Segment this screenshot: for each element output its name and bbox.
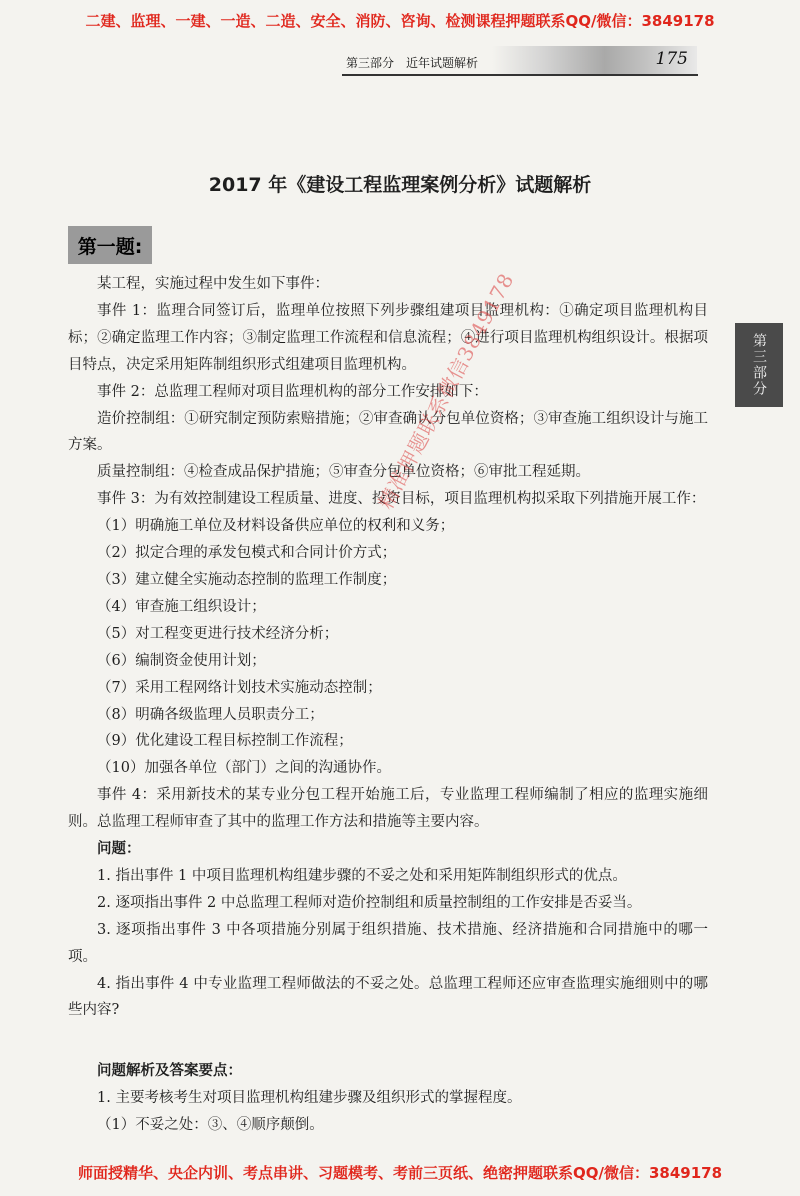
list-item: （1）明确施工单位及材料设备供应单位的权利和义务； xyxy=(97,518,455,535)
body-text xyxy=(68,271,708,1139)
watermark-stamp: 精准押题联系微信3849178 xyxy=(373,268,519,514)
page-number: 175 xyxy=(655,49,688,69)
list-item: （10）加强各单位（部门）之间的沟通协作。 xyxy=(97,760,391,777)
questions-heading: 问题： xyxy=(97,840,141,858)
list-item: （3）建立健全实施动态控制的监理工作制度； xyxy=(97,571,397,588)
question-item: 1. 指出事件 1 中项目监理机构组建步骤的不妥之处和采用矩阵制组织形式的优点。 xyxy=(97,867,627,884)
paragraph: 事件 3：为有效控制建设工程质量、进度、投资目标，项目监理机构拟采取下列措施开展工作： xyxy=(97,491,706,508)
question-item: 4. 指出事件 4 中专业监理工程师做法的不妥之处。总监理工程师还应审查监理实施细则中的哪些内容? xyxy=(68,975,708,1019)
paragraph: 质量控制组：④检查成品保护措施；⑤审查分包单位资格；⑥审批工程延期。 xyxy=(97,464,590,481)
running-title: 第三部分 近年试题解析 xyxy=(346,56,479,70)
paragraph: 事件 2：总监理工程师对项目监理机构的部分工作安排如下： xyxy=(97,383,488,400)
list-item: （9）优化建设工程目标控制工作流程； xyxy=(97,733,353,750)
list-item: （6）编制资金使用计划； xyxy=(97,652,266,669)
answer-item: （1）不妥之处：③、④顺序颠倒。 xyxy=(97,1117,324,1134)
bottom-promo-banner: 师面授精华、央企内训、考点串讲、习题模考、考前三页纸、绝密押题联系QQ/微信：3849178 xyxy=(77,1164,723,1182)
question-item: 2. 逐项指出事件 2 中总监理工程师对造价控制组和质量控制组的工作安排是否妥当。 xyxy=(97,894,642,911)
answers-heading: 问题解析及答案要点： xyxy=(97,1062,242,1080)
paragraph: 事件 1：监理合同签订后，监理单位按照下列步骤组建项目监理机构：①确定项目监理机构目标；②确定监理工作内容；③制定监理工作流程和信息流程；④进行项目监理机构组织设计。根据项目特点，决定采用矩阵制组织形式组建项目监理机构。 xyxy=(68,302,708,373)
paragraph: 某工程，实施过程中发生如下事件： xyxy=(97,276,329,292)
running-header xyxy=(342,46,698,76)
list-item: （2）拟定合理的承发包模式和合同计价方式； xyxy=(97,545,397,562)
list-item: （4）审查施工组织设计； xyxy=(97,598,266,615)
answer-item: 1. 主要考核考生对项目监理机构组建步骤及组织形式的掌握程度。 xyxy=(97,1090,522,1107)
question-item: 3. 逐项指出事件 3 中各项措施分别属于组织措施、技术措施、经济措施和合同措施中的哪一项。 xyxy=(68,921,708,965)
list-item: （7）采用工程网络计划技术实施动态控制； xyxy=(97,679,382,696)
list-item: （8）明确各级监理人员职责分工； xyxy=(97,706,324,723)
paragraph: 事件 4：采用新技术的某专业分包工程开始施工后，专业监理工程师编制了相应的监理实施细则。总监理工程师审查了其中的监理工作方法和措施等主要内容。 xyxy=(68,787,708,831)
top-promo-banner: 二建、监理、一建、一造、二造、安全、消防、咨询、检测课程押题联系QQ/微信：3849178 xyxy=(85,12,715,30)
section-heading: 第一题: xyxy=(68,226,152,264)
page-title: 2017 年《建设工程监理案例分析》试题解析 xyxy=(208,174,592,196)
list-item: （5）对工程变更进行技术经济分析； xyxy=(97,625,339,642)
section-side-tab: 第三部分 xyxy=(735,323,783,407)
paragraph: 造价控制组：①研究制定预防索赔措施；②审查确认分包单位资格；③审查施工组织设计与施工方案。 xyxy=(68,410,708,454)
